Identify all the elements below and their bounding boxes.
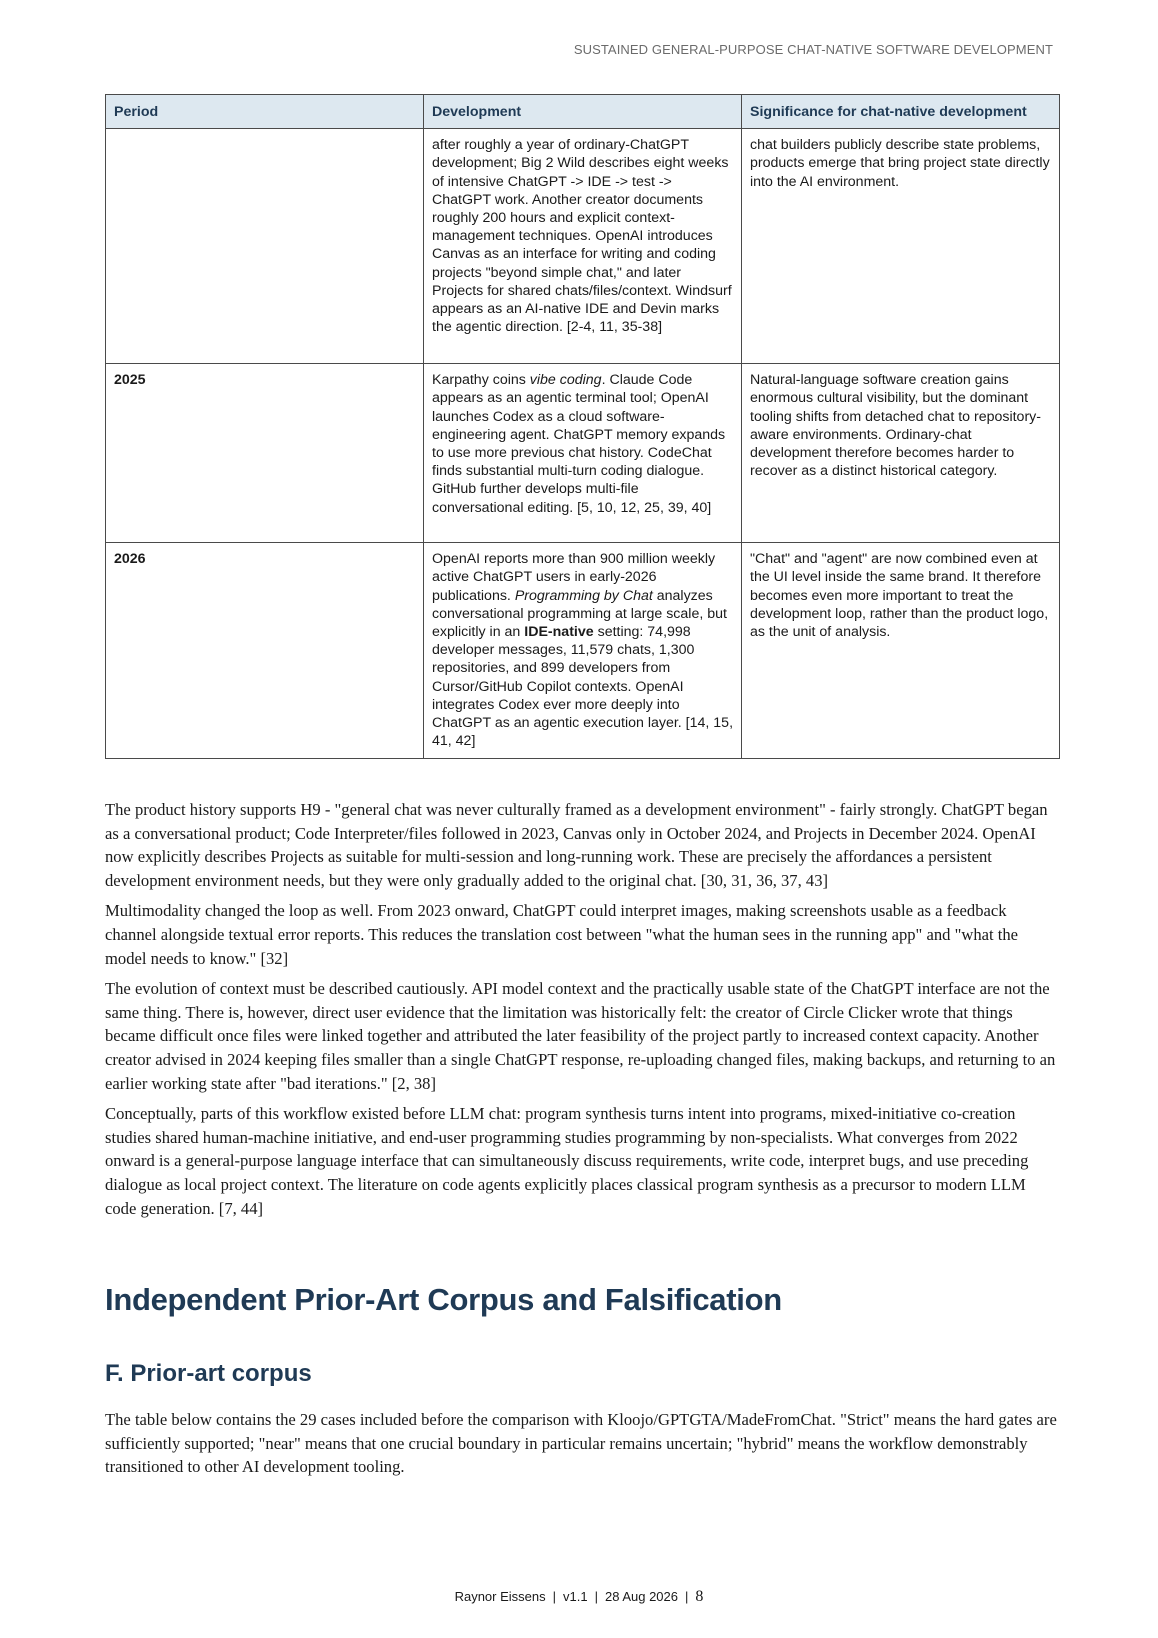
corpus-intro-paragraph: The table below contains the 29 cases included before the comparison with Kloojo/GPTGTA/MadeFromChat. "Strict" means the hard gates are sufficiently supported; "near" means that one crucial boundary in particular remains uncertain; "hybrid" means the workflow demonstrably transitioned to other AI development tooling.: [105, 1410, 1057, 1477]
table-row: [106, 364, 1060, 543]
development-cell: after roughly a year of ordinary-ChatGPT development; Big 2 Wild describes eight weeks of intensive ChatGPT -> IDE -> test -> ChatGPT work. Another creator documents roughly 200 hours and explicit context-management techniques. OpenAI introduces Canvas as an interface for writing and coding projects "beyond simple chat," and later Projects for shared chats/files/context. Windsurf appears as an AI-native IDE and Devin marks the agentic direction. [2-4, 11, 35-38]: [424, 129, 742, 364]
development-text: OpenAI reports more than 900 million weekly active ChatGPT users in early-2026 publications.: [432, 551, 716, 604]
history-table: [105, 94, 1060, 759]
term-vibe-coding: vibe coding: [529, 372, 602, 389]
period-cell: 2025: [106, 364, 424, 543]
column-header-period: Period: [106, 95, 424, 129]
period-cell: 2026: [106, 543, 424, 759]
term-ide-native: IDE-native: [524, 624, 594, 641]
footer-version: v1.1: [563, 1589, 588, 1604]
footer-separator: |: [594, 1589, 598, 1604]
footer-author: Raynor Eissens: [454, 1589, 546, 1604]
significance-cell: "Chat" and "agent" are now combined even at the UI level inside the same brand. It therefore becomes even more important to treat the development loop, rather than the product logo, as the unit of analysis.: [742, 543, 1060, 759]
development-cell: [424, 364, 742, 543]
paragraph: The evolution of context must be described cautiously. API model context and the practically usable state of the ChatGPT interface are not the same thing. There is, however, direct user evidence that the limitation was historically felt: the creator of Circle Clicker wrote that things became difficult once files were linked together and attributed the later feasibility of the project partly to increased context capacity. Another creator advised in 2024 keeping files smaller than a single ChatGPT response, re-uploading changed files, making backups, and returning to an earlier working state after "bad iterations." [2, 38]: [105, 979, 1056, 1093]
page-number: 8: [695, 1588, 704, 1605]
paragraph: The product history supports H9 - "general chat was never culturally framed as a development environment" - fairly strongly. ChatGPT began as a conversational product; Code Interpreter/files followed in 2023, Canvas only in October 2024, and Projects in December 2024. OpenAI now explicitly describes Projects as suitable for multi-session and long-running work. These are precisely the affordances a persistent development environment needs, but they were only gradually added to the original chat. [30, 31, 36, 37, 43]: [105, 800, 1048, 890]
subsection-heading: F. Prior-art corpus: [105, 1360, 312, 1387]
significance-cell: chat builders publicly describe state problems, products emerge that bring project state directly into the AI environment.: [742, 129, 1060, 364]
page-footer: [0, 1588, 1158, 1606]
column-header-significance: Significance for chat-native development: [742, 95, 1060, 129]
significance-cell: Natural-language software creation gains enormous cultural visibility, but the dominant tooling shifts from detached chat to repository-aware environments. Ordinary-chat development therefore becomes harder to recover as a distinct historical category.: [742, 364, 1060, 543]
development-cell: [424, 543, 742, 759]
table-row: [106, 129, 1060, 364]
development-text: analyzes conversational programming at large scale, but explicitly in an: [432, 587, 727, 641]
table-row: [106, 543, 1060, 759]
development-text: Karpathy coins: [432, 372, 530, 389]
footer-separator: |: [685, 1589, 689, 1604]
development-text: . Claude Code appears as an agentic terminal tool; OpenAI launches Codex as a cloud software-engineering agent. ChatGPT memory expands to use more previous chat history. CodeChat finds substantial multi-turn coding dialogue. GitHub further develops multi-file conversational editing. [5, 10, 12, 25, 39, 40]: [432, 372, 726, 516]
paragraph: Conceptually, parts of this workflow existed before LLM chat: program synthesis turns intent into programs, mixed-initiative co-creation studies shared human-machine initiative, and end-user programming studies programming by non-specialists. What converges from 2022 onward is a general-purpose language interface that can simultaneously discuss requirements, write code, interpret bugs, and use preceding dialogue as local project context. The literature on code agents explicitly places classical program synthesis as a precursor to modern LLM code generation. [7, 44]: [105, 1104, 1029, 1218]
footer-date: 28 Aug 2026: [604, 1589, 679, 1604]
title-programming-by-chat: Programming by Chat: [514, 587, 653, 604]
column-header-development: Development: [424, 95, 742, 129]
footer-separator: |: [552, 1589, 557, 1604]
development-text: setting: 74,998 developer messages, 11,579 chats, 1,300 repositories, and 899 developers from Cursor/GitHub Copilot contexts. OpenAI integrates Codex ever more deeply into ChatGPT as an agentic execution layer. [14, 15, 41, 42]: [432, 624, 734, 750]
running-header: SUSTAINED GENERAL-PURPOSE CHAT-NATIVE SOFTWARE DEVELOPMENT: [573, 42, 1053, 57]
section-heading: Independent Prior-Art Corpus and Falsification: [105, 1282, 782, 1317]
paragraph: Multimodality changed the loop as well. From 2023 onward, ChatGPT could interpret images, making screenshots usable as a feedback channel alongside textual error reports. This reduces the translation cost between "what the human sees in the running app" and "what the model needs to know." [32]: [105, 901, 1019, 968]
period-cell: [106, 129, 424, 364]
table-header-row: [106, 95, 1060, 129]
body-text: [105, 798, 1060, 1227]
